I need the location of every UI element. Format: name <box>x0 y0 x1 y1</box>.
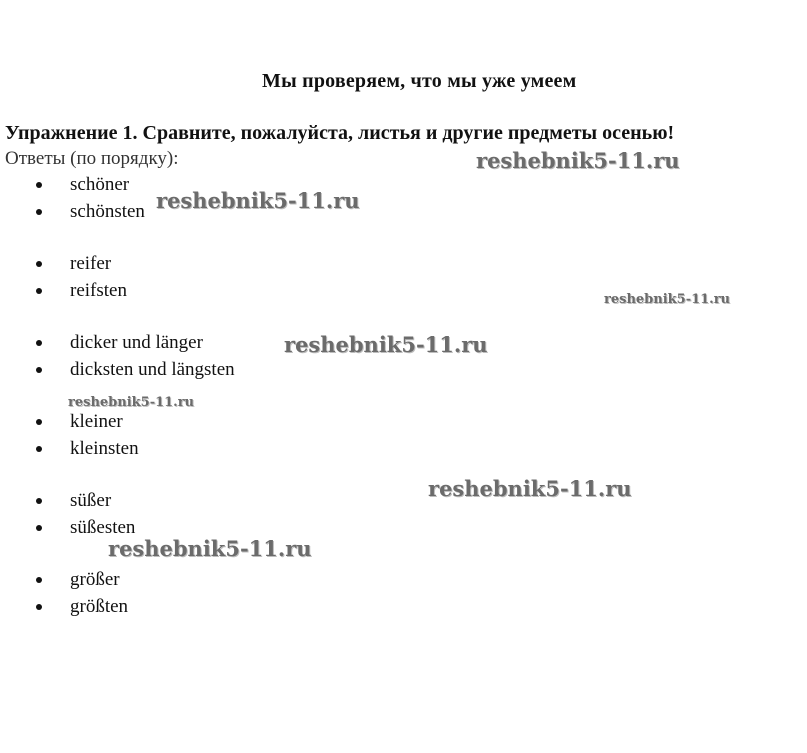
watermark: reshebnik5-11.ru <box>604 292 731 307</box>
bullet-icon <box>36 498 42 504</box>
watermark: reshebnik5-11.ru <box>156 188 360 213</box>
list-item: größten <box>36 595 128 619</box>
watermark: reshebnik5-11.ru <box>68 395 195 410</box>
answers-label: Ответы (по порядку): <box>5 148 179 169</box>
watermark: reshebnik5-11.ru <box>476 148 680 173</box>
watermark: reshebnik5-11.ru <box>108 536 312 561</box>
list-item: kleiner <box>36 410 123 434</box>
list-item: größer <box>36 568 120 592</box>
bullet-icon <box>36 182 42 188</box>
bullet-icon <box>36 367 42 373</box>
list-item: dicker und länger <box>36 331 203 355</box>
watermark: reshebnik5-11.ru <box>284 332 488 357</box>
list-item: schöner <box>36 173 129 197</box>
bullet-icon <box>36 261 42 267</box>
list-item: dicksten und längsten <box>36 358 235 382</box>
list-item: kleinsten <box>36 437 139 461</box>
bullet-icon <box>36 604 42 610</box>
list-item: schönsten <box>36 200 145 224</box>
list-item: reifsten <box>36 279 127 303</box>
bullet-icon <box>36 419 42 425</box>
page-title: Мы проверяем, что мы уже умеем <box>262 70 577 92</box>
watermark: reshebnik5-11.ru <box>428 476 632 501</box>
bullet-icon <box>36 525 42 531</box>
list-item: süßer <box>36 489 111 513</box>
bullet-icon <box>36 288 42 294</box>
bullet-icon <box>36 577 42 583</box>
exercise-heading: Упражнение 1. Сравните, пожалуйста, листья и другие предметы осенью! <box>5 122 675 144</box>
list-item: reifer <box>36 252 111 276</box>
list-item: süßesten <box>36 516 135 540</box>
bullet-icon <box>36 340 42 346</box>
bullet-icon <box>36 446 42 452</box>
bullet-icon <box>36 209 42 215</box>
